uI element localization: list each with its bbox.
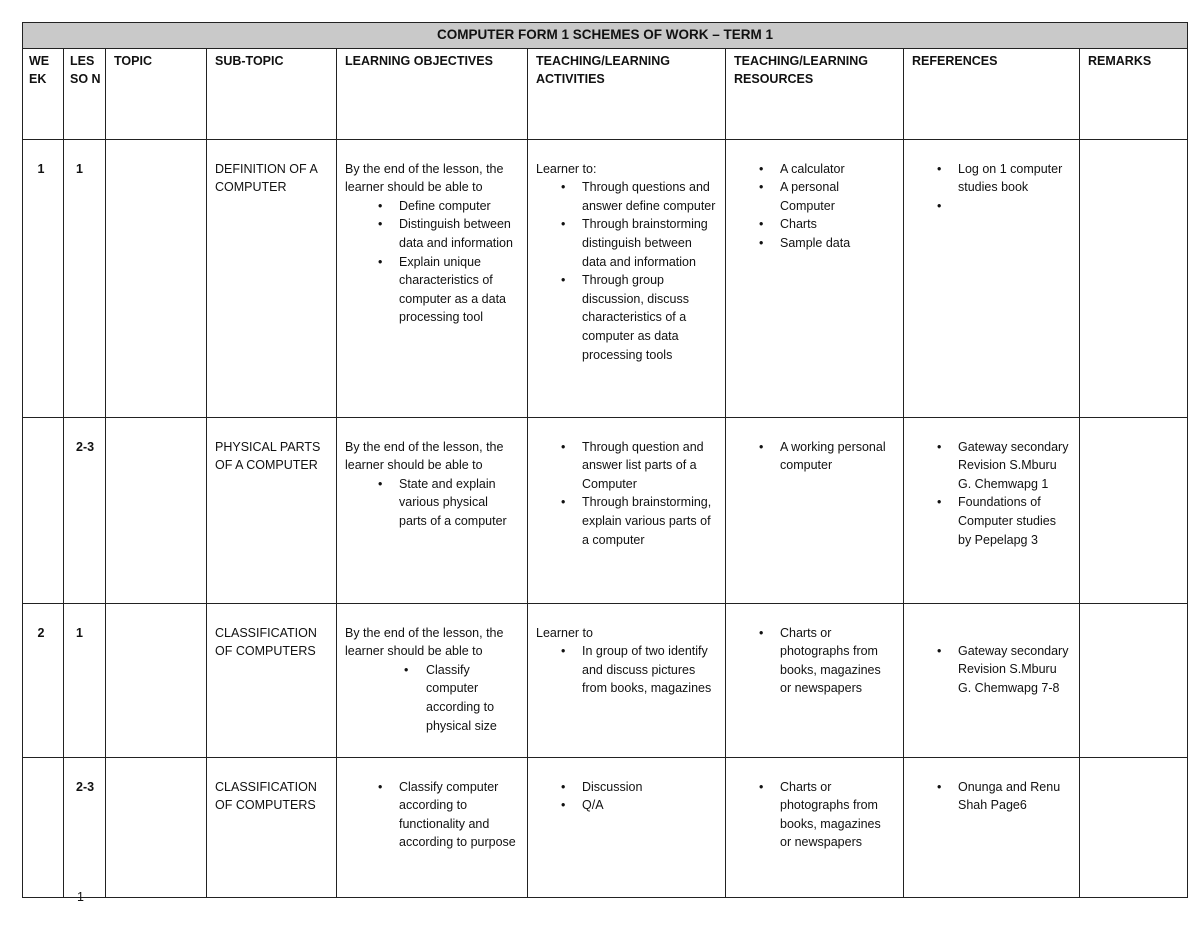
- header-row: [23, 48, 1188, 139]
- references-cell: [904, 417, 1080, 603]
- table-row: [23, 757, 1188, 897]
- page-number: 1: [77, 890, 84, 904]
- list-item: • Sample data: [734, 234, 895, 253]
- references-list: [912, 160, 1071, 216]
- lesson-number: 1: [76, 625, 83, 640]
- header-subtopic: SUB-TOPIC: [207, 48, 337, 139]
- references-list: [912, 642, 1071, 698]
- references-cell: [904, 757, 1080, 897]
- objectives-intro: By the end of the lesson, the learner should be able to: [345, 161, 504, 195]
- lesson-number: 2-3: [76, 779, 95, 794]
- week-cell: [23, 757, 64, 897]
- remarks-cell: [1080, 417, 1188, 603]
- header-references: REFERENCES: [904, 48, 1080, 139]
- activities-intro: Learner to: [536, 625, 593, 640]
- lesson-cell: [64, 417, 106, 603]
- list-item: • Q/A: [536, 796, 717, 815]
- list-item: • Charts or photographs from books, magazines or newspapers: [734, 624, 895, 698]
- list-item: • A working personal computer: [734, 438, 895, 475]
- resources-cell: [726, 603, 904, 757]
- header-lesson: LES SO N: [64, 48, 106, 139]
- week-cell: [23, 603, 64, 757]
- lesson-number: 2-3: [76, 439, 95, 454]
- list-item: • Through brainstorming, explain various parts of a computer: [536, 493, 717, 549]
- references-cell: [904, 603, 1080, 757]
- activities-list: [536, 438, 717, 550]
- activities-list: [536, 178, 717, 364]
- references-list: [912, 438, 1071, 550]
- week-cell: [23, 417, 64, 603]
- remarks-cell: [1080, 757, 1188, 897]
- topic-cell: [106, 417, 207, 603]
- subtopic-cell: CLASSIFICATION OF COMPUTERS: [207, 603, 337, 757]
- remarks-cell: [1080, 139, 1188, 417]
- resources-list: [734, 438, 895, 475]
- list-item: • In group of two identify and discuss pictures from books, magazines: [536, 642, 717, 698]
- activities-cell: [528, 417, 726, 603]
- references-cell: [904, 139, 1080, 417]
- list-item: • Through group discussion, discuss characteristics of a computer as data processing tools: [536, 271, 717, 364]
- list-item: • Log on 1 computer studies book: [912, 160, 1071, 197]
- references-list: [912, 778, 1071, 815]
- objectives-intro: By the end of the lesson, the learner should be able to: [345, 625, 504, 659]
- table-row: [23, 603, 1188, 757]
- list-item: • Gateway secondary Revision S.Mburu G. Chemwapg 7-8: [912, 642, 1071, 698]
- activities-cell: [528, 757, 726, 897]
- list-item: • Define computer: [345, 197, 519, 216]
- subtopic-cell: PHYSICAL PARTS OF A COMPUTER: [207, 417, 337, 603]
- resources-cell: [726, 139, 904, 417]
- lesson-cell: [64, 757, 106, 897]
- list-item: • Foundations of Computer studies by Pepelapg 3: [912, 493, 1071, 549]
- objectives-intro: By the end of the lesson, the learner should be able to: [345, 439, 504, 473]
- lesson-cell: [64, 603, 106, 757]
- week-cell: [23, 139, 64, 417]
- activities-cell: [528, 603, 726, 757]
- header-activities: TEACHING/LEARNING ACTIVITIES: [528, 48, 726, 139]
- objectives-cell: [337, 603, 528, 757]
- objectives-list: [345, 475, 519, 531]
- activities-list: [536, 642, 717, 698]
- table-row: [23, 139, 1188, 417]
- topic-cell: [106, 139, 207, 417]
- objectives-list: [345, 778, 519, 852]
- objectives-list: [345, 661, 519, 735]
- list-item: • Charts: [734, 215, 895, 234]
- resources-list: [734, 624, 895, 698]
- subtopic-cell: DEFINITION OF A COMPUTER: [207, 139, 337, 417]
- week-number: 2: [37, 625, 45, 640]
- list-item: • Discussion: [536, 778, 717, 797]
- header-topic: TOPIC: [106, 48, 207, 139]
- topic-cell: [106, 603, 207, 757]
- list-item: • Explain unique characteristics of computer as a data processing tool: [345, 253, 519, 327]
- topic-cell: [106, 757, 207, 897]
- resources-list: [734, 160, 895, 253]
- list-item: • A personal Computer: [734, 178, 895, 215]
- resources-cell: [726, 757, 904, 897]
- objectives-cell: [337, 757, 528, 897]
- list-item: • Onunga and Renu Shah Page6: [912, 778, 1071, 815]
- list-item: [912, 197, 1071, 216]
- list-item: • Through brainstorming distinguish between data and information: [536, 215, 717, 271]
- objectives-cell: [337, 417, 528, 603]
- list-item: • Distinguish between data and information: [345, 215, 519, 252]
- lesson-number: 1: [76, 161, 83, 176]
- subtopic-cell: CLASSIFICATION OF COMPUTERS: [207, 757, 337, 897]
- activities-list: [536, 778, 717, 815]
- resources-list: [734, 778, 895, 852]
- remarks-cell: [1080, 603, 1188, 757]
- list-item: • Gateway secondary Revision S.Mburu G. Chemwapg 1: [912, 438, 1071, 494]
- list-item: • State and explain various physical parts of a computer: [345, 475, 519, 531]
- schemes-of-work-table: [22, 22, 1188, 898]
- list-item: • A calculator: [734, 160, 895, 179]
- header-remarks: REMARKS: [1080, 48, 1188, 139]
- document-title: COMPUTER FORM 1 SCHEMES OF WORK – TERM 1: [23, 23, 1188, 49]
- list-item: • Charts or photographs from books, magazines or newspapers: [734, 778, 895, 852]
- header-week: WE EK: [23, 48, 64, 139]
- header-resources: TEACHING/LEARNING RESOURCES: [726, 48, 904, 139]
- objectives-cell: [337, 139, 528, 417]
- lesson-cell: [64, 139, 106, 417]
- resources-cell: [726, 417, 904, 603]
- list-item: • Through questions and answer define computer: [536, 178, 717, 215]
- list-item: • Classify computer according to functionality and according to purpose: [345, 778, 519, 852]
- objectives-list: [345, 197, 519, 327]
- week-number: 1: [37, 161, 45, 176]
- header-learning-objectives: LEARNING OBJECTIVES: [337, 48, 528, 139]
- list-item: • Classify computer according to physical size: [345, 661, 519, 735]
- activities-intro: Learner to:: [536, 161, 597, 176]
- activities-cell: [528, 139, 726, 417]
- table-row: [23, 417, 1188, 603]
- list-item: • Through question and answer list parts of a Computer: [536, 438, 717, 494]
